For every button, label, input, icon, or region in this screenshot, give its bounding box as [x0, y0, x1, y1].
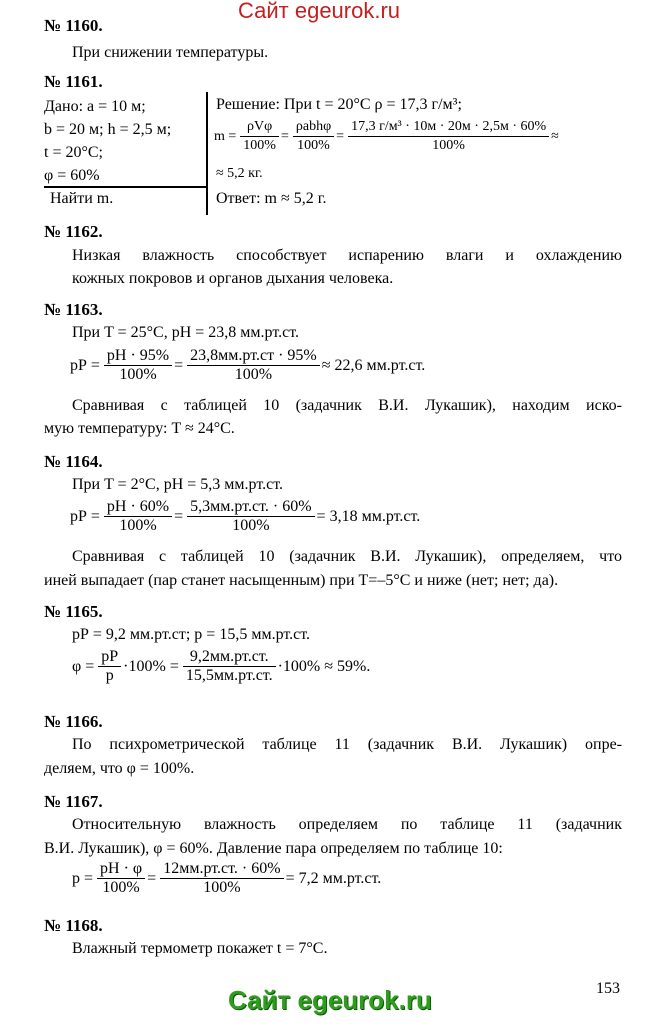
- problem-1163-line-1: При T = 25°C, pН = 23,8 мм.рт.ст.: [72, 324, 299, 341]
- given-line-1: Дано: a = 10 м;: [44, 98, 146, 115]
- problem-1160-number: № 1160.: [44, 16, 103, 35]
- problem-1160-text: При снижении температуры.: [72, 44, 269, 61]
- fraction-1-num: ρVφ: [240, 118, 279, 137]
- problem-1161-number: № 1161.: [44, 72, 103, 91]
- given-divider: [44, 186, 206, 188]
- fraction-1: [97, 860, 145, 897]
- problem-1168-line-1: Влажный термометр покажет t = 7°C.: [72, 940, 328, 957]
- fraction-1-den: 100%: [119, 366, 157, 383]
- fraction-2-num: ρabhφ: [293, 118, 334, 137]
- fraction-1: [98, 648, 121, 685]
- problem-1163-formula: pР = $\frac{pН \cdot 95\%}{100\%}$ = $\frac{23,8мм.рт.ст \cdot 95\%}{100\%}$ ≈ 22,6 мм.рт.ст.: [70, 347, 426, 383]
- fraction-2: [183, 648, 276, 685]
- problem-1167-formula: p = $\frac{pН \cdot \varphi}{100\%}$ = $\frac{12мм.рт.ст. \cdot 60\%}{100\%}$ = 7,2 мм.рт.ст.: [72, 860, 382, 896]
- find-text: Найти m.: [50, 190, 114, 207]
- fraction-1-den: 100%: [102, 879, 140, 896]
- fraction-1: [104, 347, 172, 384]
- fraction-1-num: pР: [98, 648, 121, 667]
- problem-1164-number: № 1164.: [44, 452, 103, 471]
- formula-result: = 3,18 мм.рт.ст.: [316, 507, 421, 525]
- fraction-3-den: 100%: [432, 138, 465, 153]
- answer-text: Ответ: m ≈ 5,2 г.: [216, 190, 327, 207]
- fraction-2-num: 12мм.рт.ст. · 60%: [160, 860, 283, 879]
- fraction-3: [348, 118, 549, 155]
- watermark-top[interactable]: Сайт egeurok.ru: [238, 0, 401, 23]
- problem-1163-line-2: Сравнивая с таблицей 10 (задачник В.И. Лукашик), находим иско-: [72, 397, 622, 414]
- problem-1165-line-1: pР = 9,2 мм.рт.ст; p = 15,5 мм.рт.ст.: [72, 626, 311, 643]
- fraction-3-num: 17,3 г/м³ · 10м · 20м · 2,5м · 60%: [348, 118, 549, 137]
- pr-symbol: pР =: [70, 356, 100, 374]
- fraction-2-num: 23,8мм.рт.ст · 95%: [187, 347, 320, 366]
- approx-sign: ≈: [551, 128, 559, 144]
- problem-1163-line-3: мую температуру: T ≈ 24°C.: [44, 420, 235, 437]
- problem-1163-number: № 1163.: [44, 300, 103, 319]
- pressure-symbol: p =: [72, 869, 94, 887]
- formula-result: ≈ 22,6 мм.рт.ст.: [321, 356, 426, 374]
- problem-1164-formula: pР = $\frac{pН \cdot 60\%}{100\%}$ = $\frac{5,3мм.рт.ст. \cdot 60\%}{100\%}$ = 3,18 мм.рт.ст.: [70, 498, 421, 534]
- problem-1164-line-3: иней выпадает (пар станет насыщенным) при T=–5°C и ниже (нет; нет; да).: [44, 572, 559, 589]
- phi-symbol: φ =: [72, 657, 95, 675]
- problem-1162-line-2: кожных покровов и органов дыхания человека.: [72, 270, 394, 287]
- fraction-1-num: pН · 60%: [104, 498, 172, 517]
- fraction-2-den: 100%: [232, 517, 270, 534]
- solution-result: ≈ 5,2 кг.: [216, 166, 263, 181]
- problem-1165-number: № 1165.: [44, 602, 103, 621]
- problem-1162-line-1: Низкая влажность способствует испарению влаги и охлаждению: [72, 247, 622, 264]
- given-line-4: φ = 60%: [44, 167, 100, 184]
- solution-formula: m = $\frac{\text{ρVφ}}{100\%}$ = $\frac{\text{ρabhφ}}{100\%}$ = $\frac{\text{17,3 г/м³ · 10м · 20м · 2,5м · 60\%}}{100\%}$ ≈: [214, 119, 559, 153]
- fraction-1-den: p: [105, 667, 114, 684]
- fraction-2-den: 15,5мм.рт.ст.: [185, 667, 273, 684]
- fraction-2-den: 100%: [203, 879, 241, 896]
- multiplier: ·100% =: [123, 657, 179, 675]
- fraction-1-num: pН · 95%: [104, 347, 172, 366]
- fraction-1: [104, 498, 172, 535]
- solution-divider: [206, 92, 208, 215]
- given-line-2: b = 20 м; h = 2,5 м;: [44, 121, 172, 138]
- page-number: 153: [596, 980, 620, 997]
- problem-1167-line-1: Относительную влажность определяем по таблице 11 (задачник: [72, 816, 622, 833]
- fraction-2-den: 100%: [297, 138, 330, 153]
- problem-1162-number: № 1162.: [44, 222, 103, 241]
- formula-result: ·100% ≈ 59%.: [277, 657, 371, 675]
- given-block: [44, 95, 206, 187]
- problem-1165-formula: [72, 648, 372, 685]
- fraction-1-num: pН · φ: [97, 860, 145, 879]
- problem-1167-number: № 1167.: [44, 792, 103, 811]
- problem-1166-line-1: По психрометрической таблице 11 (задачник В.И. Лукашик) опре-: [72, 736, 622, 753]
- problem-1164-line-1: При T = 2°C, pН = 5,3 мм.рт.ст.: [72, 476, 283, 493]
- solution-header: Решение: При t = 20°C ρ = 17,3 г/м³;: [216, 96, 462, 113]
- watermark-bottom[interactable]: Сайт egeurok.ru: [228, 985, 432, 1015]
- fraction-2: [160, 860, 283, 897]
- problem-1166-line-2: деляем, что φ = 100%.: [44, 760, 195, 777]
- fraction-1-den: 100%: [243, 138, 276, 153]
- fraction-2-num: 9,2мм.рт.ст.: [183, 648, 276, 667]
- problem-1167-line-2: В.И. Лукашик), φ = 60%. Давление пара определяем по таблице 10:: [44, 840, 503, 857]
- problem-1168-number: № 1168.: [44, 916, 103, 935]
- given-line-3: t = 20°C;: [44, 144, 103, 161]
- mass-symbol: m =: [214, 128, 237, 144]
- fraction-2: [293, 118, 334, 155]
- problem-1164-line-2: Сравнивая с таблицей 10 (задачник В.И. Лукашик), определяем, что: [72, 548, 622, 565]
- fraction-1-den: 100%: [119, 517, 157, 534]
- fraction-1: [240, 118, 279, 155]
- formula-result: = 7,2 мм.рт.ст.: [285, 869, 382, 887]
- fraction-2: [187, 347, 320, 384]
- fraction-2-num: 5,3мм.рт.ст. · 60%: [187, 498, 314, 517]
- problem-1166-number: № 1166.: [44, 712, 103, 731]
- pr-symbol: pР =: [70, 507, 100, 525]
- fraction-2: [187, 498, 314, 535]
- fraction-2-den: 100%: [234, 366, 273, 383]
